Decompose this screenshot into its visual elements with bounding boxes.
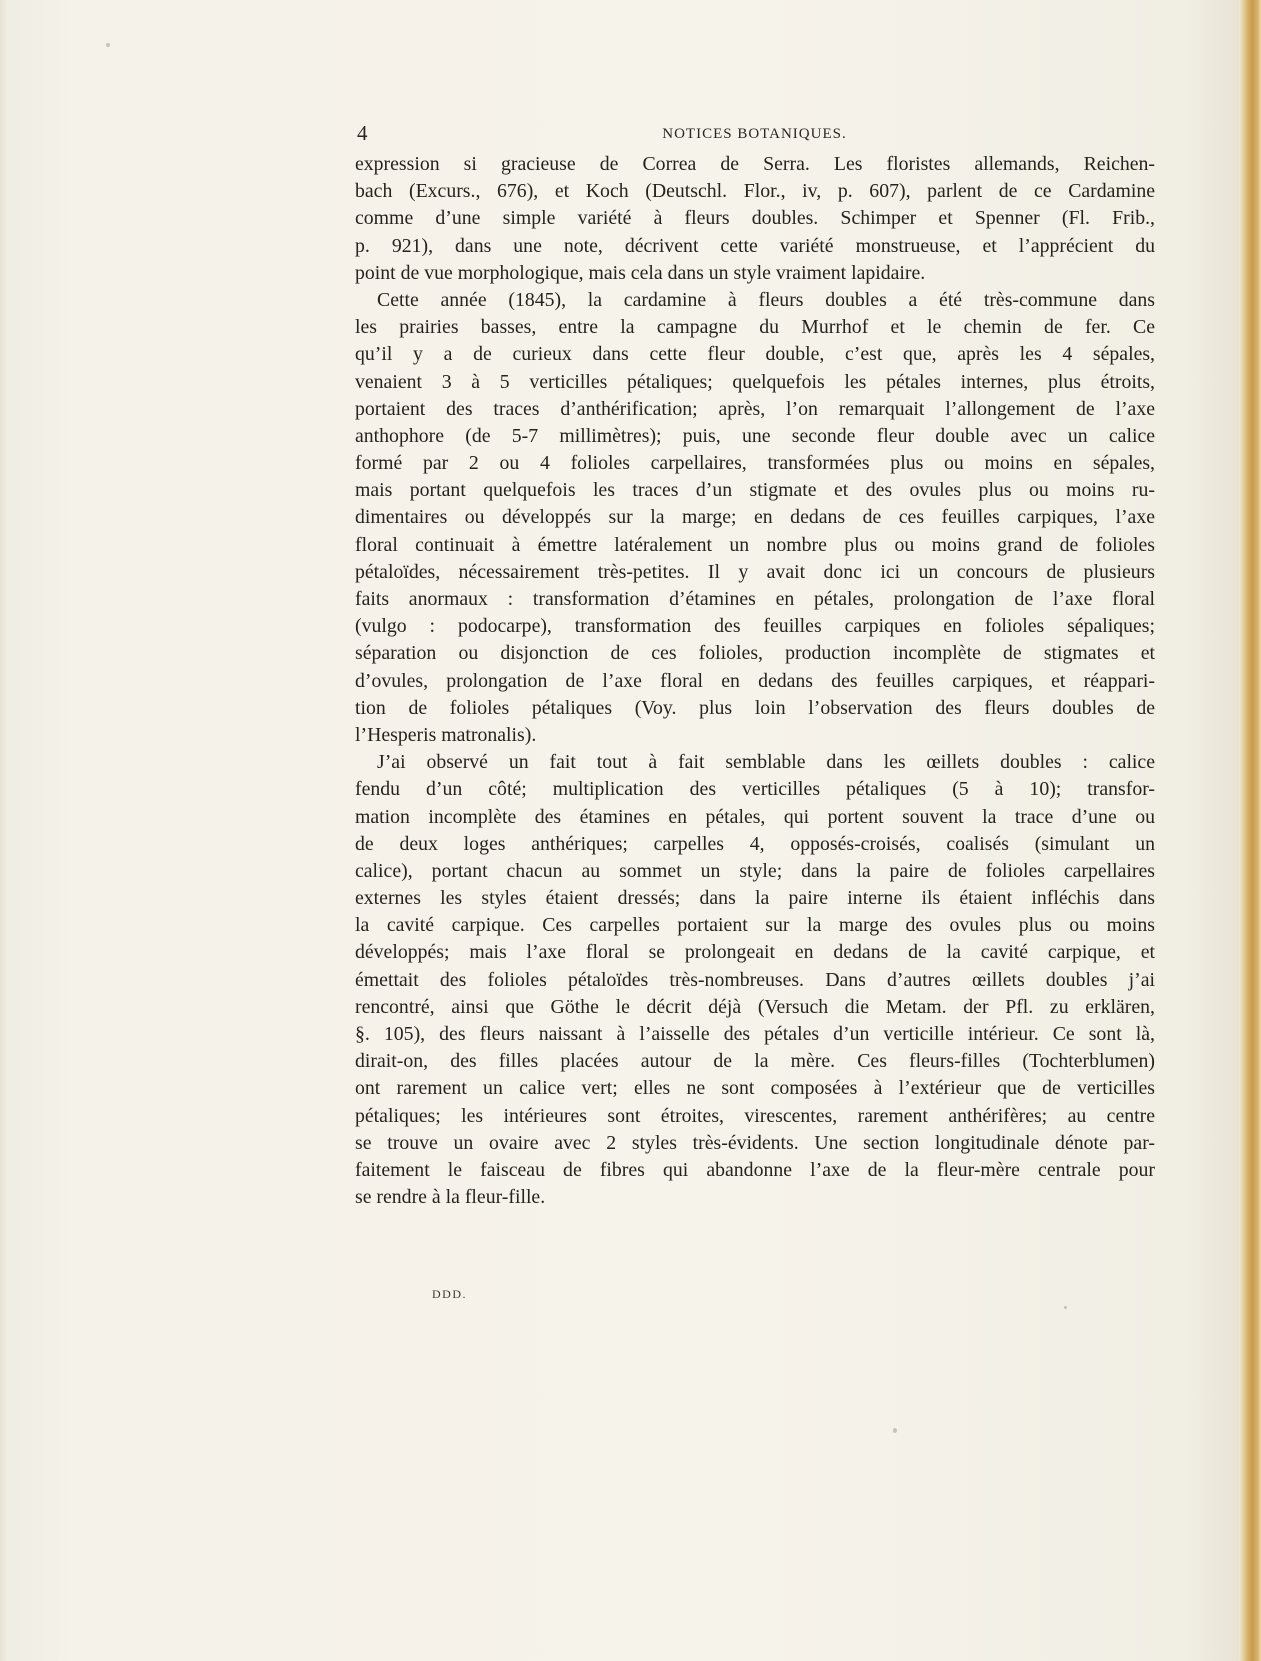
text-line: les prairies basses, entre la campagne du Murrhof et le chemin de fer. Ce [355, 316, 1155, 339]
text-line: faits anormaux : transformation d’étamines en pétales, prolongation de l’axe floral [355, 588, 1155, 610]
page-header [357, 123, 1152, 147]
text-line: séparation ou disjonction de ces folioles, production incomplète de stigmates et [355, 642, 1155, 665]
ink-speck [106, 43, 110, 47]
text-line: portaient des traces d’anthérification; après, l’on remarquait l’allongement de l’axe [355, 397, 1155, 420]
text-line: fendu d’un côté; multiplication des verticilles pétaliques (5 à 10); transfor- [355, 778, 1155, 801]
text-line: point de vue morphologique, mais cela dans un style vraiment lapidaire. [355, 261, 926, 284]
running-head: NOTICES BOTANIQUES. [662, 126, 847, 142]
text-line: pétaloïdes, nécessairement très-petites. Il y avait donc ici un concours de plusieurs [355, 560, 1155, 583]
text-line: ont rarement un calice vert; elles ne sont composées à l’extérieur que de verticilles [355, 1077, 1155, 1100]
text-line: Cette année (1845), la cardamine à fleurs doubles a été très-commune dans [377, 288, 1155, 311]
text-line: comme d’une simple variété à fleurs doubles. Schimper et Spenner (Fl. Frib., [355, 207, 1155, 230]
text-line: anthophore (de 5-7 millimètres); puis, une seconde fleur double avec un calice [355, 424, 1155, 447]
text-line: floral continuait à émettre latéralement un nombre plus ou moins grand de folioles [355, 533, 1155, 556]
text-line: expression si gracieuse de Correa de Serra. Les floristes allemands, Reichen- [355, 153, 1155, 175]
text-line: développés; mais l’axe floral se prolongeait en dedans de la cavité carpique, et [355, 941, 1155, 964]
text-line: la cavité carpique. Ces carpelles portaient sur la marge des ovules plus ou moins [355, 914, 1155, 937]
text-line: formé par 2 ou 4 folioles carpellaires, transformées plus ou moins en sépales, [355, 452, 1155, 475]
text-line: qu’il y a de curieux dans cette fleur double, c’est que, après les 4 sépales, [355, 343, 1155, 366]
text-line: se trouve un ovaire avec 2 styles très-évidents. Une section longitudinale dénote par- [355, 1131, 1155, 1154]
text-line: p. 921), dans une note, décrivent cette variété monstrueuse, et l’apprécient du [355, 234, 1155, 257]
text-line: mais portant quelquefois les traces d’un stigmate et des ovules plus ou moins ru- [355, 479, 1155, 502]
ink-speck [1064, 1306, 1067, 1309]
page-left-edge [0, 0, 8, 1661]
body-text [355, 151, 1155, 1211]
text-line: (vulgo : podocarpe), transformation des feuilles carpiques en folioles sépaliques; [355, 615, 1155, 638]
text-line: §. 105), des fleurs naissant à l’aisselle des pétales d’un verticille intérieur. Ce sont là, [355, 1023, 1155, 1045]
text-line: dirait-on, des filles placées autour de la mère. Ces fleurs-filles (Tochterblumen) [355, 1050, 1155, 1073]
text-line: d’ovules, prolongation de l’axe floral en dedans des feuilles carpiques, et réappari- [355, 669, 1155, 692]
ink-speck [893, 1428, 897, 1433]
text-line: J’ai observé un fait tout à fait semblable dans les œillets doubles : calice [377, 751, 1155, 774]
page-binding-edge [1239, 0, 1261, 1661]
text-line: dimentaires ou développés sur la marge; en dedans de ces feuilles carpiques, l’axe [355, 506, 1155, 529]
text-line: venaient 3 à 5 verticilles pétaliques; quelquefois les pétales internes, plus étroits, [355, 370, 1155, 393]
page-number: 4 [357, 121, 368, 145]
text-line: faitement le faisceau de fibres qui abandonne l’axe de la fleur-mère centrale pour [355, 1158, 1155, 1181]
footer-mark: DDD. [432, 1287, 467, 1301]
text-line: calice), portant chacun au sommet un style; dans la paire de folioles carpellaires [355, 859, 1155, 882]
text-line: de deux loges anthériques; carpelles 4, opposés-croisés, coalisés (simulant un [355, 832, 1155, 855]
text-line: émettait des folioles pétaloïdes très-nombreuses. Dans d’autres œillets doubles j’ai [355, 968, 1155, 991]
text-line: pétaliques; les intérieures sont étroites, virescentes, rarement anthérifères; au centre [355, 1104, 1155, 1127]
text-line: rencontré, ainsi que Göthe le décrit déjà (Versuch die Metam. der Pfl. zu erklären, [355, 995, 1155, 1018]
text-line: l’Hesperis matronalis). [355, 723, 537, 746]
text-line: bach (Excurs., 676), et Koch (Deutschl. Flor., iv, p. 607), parlent de ce Cardamine [355, 180, 1155, 203]
text-line: tion de folioles pétaliques (Voy. plus loin l’observation des fleurs doubles de [355, 696, 1155, 719]
text-line: externes les styles étaient dressés; dans la paire interne ils étaient infléchis dans [355, 887, 1155, 910]
text-line: se rendre à la fleur-fille. [355, 1186, 546, 1209]
text-line: mation incomplète des étamines en pétales, qui portent souvent la trace d’une ou [355, 805, 1155, 828]
